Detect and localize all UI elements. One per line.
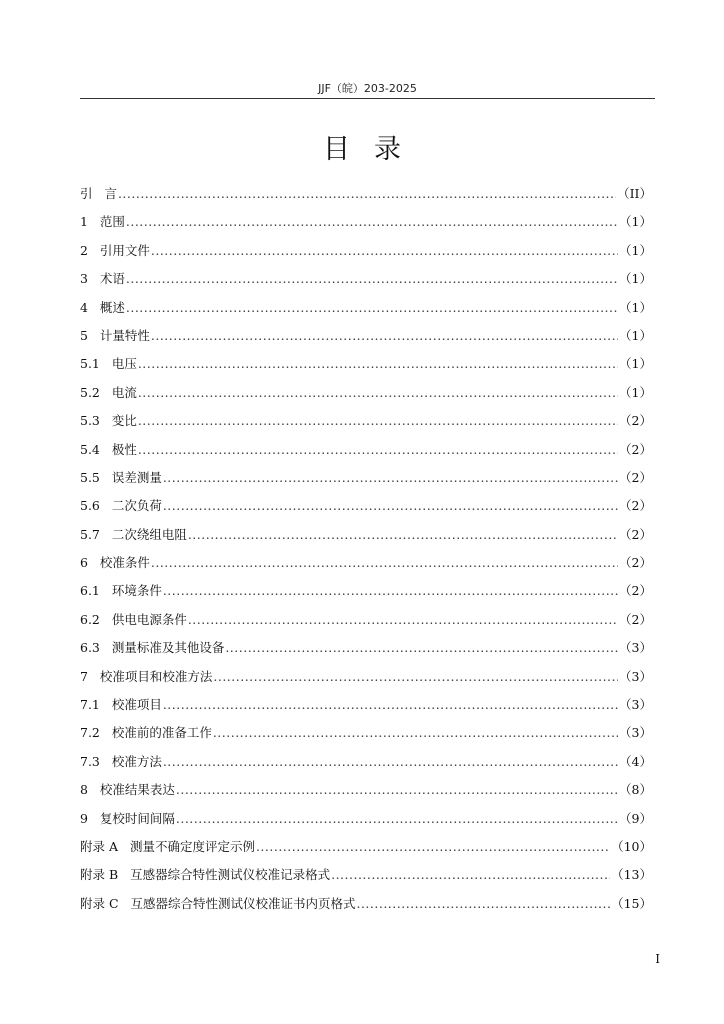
toc-entry[interactable] [80,837,652,865]
toc-number: 附录 A [80,838,119,854]
header-rule [80,98,655,99]
toc-gap [100,440,112,460]
toc-entry[interactable] [80,610,652,638]
toc-gap [118,837,130,857]
toc-number: 5.1 [80,356,100,372]
toc-page: （1） [619,356,652,372]
toc-page: （3） [619,725,652,741]
toc-leader [163,581,618,601]
toc-leader [138,354,618,374]
toc-entry[interactable] [80,269,652,297]
toc-number: 5.2 [80,384,100,400]
toc-gap [88,241,100,261]
toc-entry[interactable] [80,667,652,695]
toc-page: （2） [619,555,652,571]
toc-entry[interactable] [80,298,652,326]
toc-gap [100,411,112,431]
toc-entry[interactable] [80,468,652,496]
toc-number: 5.3 [80,413,100,429]
toc-leader [163,496,618,516]
toc-label: 电流 [111,384,137,400]
toc-page: （13） [611,867,652,883]
toc-page: （1） [619,271,652,287]
toc-number: 8 [80,782,88,798]
toc-gap [118,865,130,885]
toc-leader [151,553,618,573]
toc-leader [126,298,618,318]
toc-label: 变比 [111,413,137,429]
toc-entry[interactable] [80,865,652,893]
toc-label: 言 [104,186,117,201]
toc-entry[interactable] [80,894,652,922]
toc-number: 6 [80,555,88,571]
toc-leader [188,525,618,545]
toc-gap [119,894,131,914]
toc-page: （1） [619,327,652,343]
toc-leader [356,894,610,914]
toc-entry[interactable] [80,241,652,269]
toc-number: 6.1 [80,583,100,599]
toc-leader [225,638,618,658]
toc-page: （2） [619,469,652,485]
toc-leader [138,411,618,431]
toc-number: 5 [80,327,88,343]
toc-label: 供电电源条件 [111,611,187,627]
toc-entry[interactable] [80,212,652,240]
toc-leader [176,809,618,829]
toc-label: 二次负荷 [111,498,162,514]
toc-entry[interactable] [80,326,652,354]
toc-gap [100,496,112,516]
toc-page: （1） [619,299,652,315]
toc-gap [88,269,100,289]
toc-number: 6.3 [80,640,100,656]
toc-leader [151,241,618,261]
toc-leader [213,723,618,743]
toc-leader [213,667,618,687]
toc-number: 2 [80,242,88,258]
toc-gap [100,723,112,743]
toc-label: 电压 [111,356,137,372]
toc-leader [126,212,618,232]
toc-gap [88,212,100,232]
toc-entry[interactable] [80,780,652,808]
toc-page: （2） [619,611,652,627]
toc-leader [126,269,618,289]
toc-page: （2） [619,583,652,599]
toc-entry[interactable] [80,553,652,581]
toc-leader [151,326,618,346]
toc-gap [100,695,112,715]
toc-number: 4 [80,299,88,315]
running-header: JJF（皖）203-2025 [318,82,417,95]
toc-page: （3） [619,668,652,684]
toc-gap [100,383,112,403]
toc-number: 7.1 [80,697,100,713]
toc-number: 5.5 [80,469,100,485]
toc-number: 7 [80,668,88,684]
toc-leader [138,440,618,460]
toc-label: 校准结果表达 [99,782,175,798]
toc-page: （1） [619,214,652,230]
toc-label: 校准项目 [111,697,162,713]
toc-page: （1） [619,242,652,258]
toc-label: 校准方法 [111,753,162,769]
toc-number: 6.2 [80,611,100,627]
toc-entry[interactable] [80,695,652,723]
toc-page: （9） [619,810,652,826]
toc-page: （II） [617,186,652,201]
toc-page: （3） [619,640,652,656]
toc-label: 极性 [111,441,137,457]
toc-label: 引用文件 [99,242,150,258]
toc-page: （1） [619,384,652,400]
toc-gap [88,298,100,318]
toc-entry[interactable] [80,496,652,524]
toc-gap [100,525,112,545]
toc-gap [100,638,112,658]
toc-label: 互感器综合特性测试仪校准记录格式 [130,867,331,883]
toc-number: 引 [80,186,93,201]
toc-number: 5.6 [80,498,100,514]
toc-page: （4） [619,753,652,769]
toc-entry[interactable] [80,354,652,382]
page-title: 目录 [323,134,425,165]
toc-leader [176,780,618,800]
page-number: I [655,952,660,966]
toc-entry[interactable] [80,809,652,837]
toc-entry[interactable] [80,525,652,553]
toc-number: 3 [80,271,88,287]
toc-number: 5.4 [80,441,100,457]
toc-entry[interactable] [80,383,652,411]
toc-label: 复校时间间隔 [99,810,175,826]
toc-label: 环境条件 [111,583,162,599]
table-of-contents [80,184,652,922]
toc-number: 7.2 [80,725,100,741]
toc-label: 误差测量 [111,469,162,485]
toc-leader [188,610,618,630]
toc-page: （2） [619,413,652,429]
toc-entry[interactable] [80,440,652,468]
toc-label: 二次绕组电阻 [111,526,187,542]
toc-page: （10） [611,838,652,854]
toc-page: （2） [619,526,652,542]
toc-leader [256,837,610,857]
toc-entry[interactable] [80,752,652,780]
toc-page: （8） [619,782,652,798]
toc-number: 1 [80,214,88,230]
toc-label: 测量不确定度评定示例 [129,838,255,854]
toc-page: （15） [611,895,652,911]
toc-gap [88,326,100,346]
toc-leader [163,695,618,715]
toc-leader [331,865,610,885]
toc-label: 校准条件 [99,555,150,571]
toc-page: （2） [619,441,652,457]
toc-gap [100,354,112,374]
toc-gap [100,752,112,772]
toc-label: 范围 [99,214,125,230]
toc-leader [163,468,618,488]
toc-entry[interactable] [80,184,652,212]
toc-gap [88,809,100,829]
toc-entry[interactable] [80,723,652,751]
toc-gap [100,610,112,630]
toc-label: 互感器综合特性测试仪校准证书内页格式 [130,895,356,911]
toc-gap [100,581,112,601]
toc-number: 7.3 [80,753,100,769]
toc-label: 测量标准及其他设备 [111,640,225,656]
toc-label: 概述 [99,299,125,315]
toc-entry[interactable] [80,638,652,666]
toc-label: 术语 [99,271,125,287]
toc-page: （2） [619,498,652,514]
toc-entry[interactable] [80,581,652,609]
toc-gap [88,553,100,573]
toc-gap [100,468,112,488]
toc-leader [138,383,618,403]
toc-label: 校准项目和校准方法 [99,668,213,684]
toc-label: 计量特性 [99,327,150,343]
toc-number: 5.7 [80,526,100,542]
toc-leader [118,184,616,204]
toc-label: 校准前的准备工作 [111,725,212,741]
toc-gap [93,184,105,204]
toc-page: （3） [619,697,652,713]
toc-number: 附录 C [80,895,119,911]
toc-leader [163,752,618,772]
toc-number: 附录 B [80,867,119,883]
toc-entry[interactable] [80,411,652,439]
toc-gap [88,780,100,800]
toc-number: 9 [80,810,88,826]
toc-gap [88,667,100,687]
